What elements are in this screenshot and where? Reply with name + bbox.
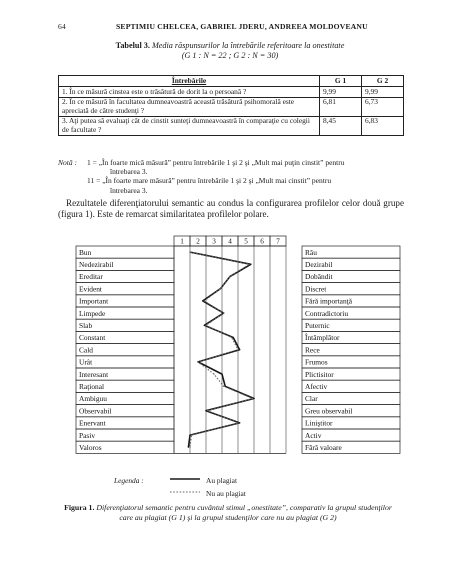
data-point [204,325,205,326]
figure-caption-label: Figura 1. [64,503,95,512]
left-pole-label: Cald [79,345,93,355]
scale-tick-label: 4 [228,237,232,246]
left-pole-label: Urât [79,357,93,367]
right-pole-label: Rece [305,345,320,355]
table-caption-subtitle: (G 1 : N = 22 ; G 2 : N = 30) [181,51,279,61]
left-pole-label: Nedezirabil [79,260,114,269]
data-point [205,410,206,411]
legend-label-dotted: Nu au plagiat [206,489,246,498]
question-cell: 3. Aţi putea să evaluaţi cât de cinstit sunteţi dumneavoastră în comparaţie cu colegii de facultate ? [59,116,320,135]
left-pole-label: Pasiv [79,430,96,440]
data-point [239,422,240,423]
scale-tick-label: 5 [244,237,248,246]
data-point [205,325,206,326]
left-pole-label: Limpede [79,308,106,318]
left-pole-label: Slab [79,321,93,330]
left-pole-label: Interesant [79,369,109,379]
left-pole-label: Raţional [79,382,105,391]
data-point [204,300,205,301]
scale-tick-label: 2 [196,237,200,246]
right-pole-label: Clar [305,394,318,404]
note-line-2: 11 = „În foarte mare măsură” pentru întrebările 1 şi 2 şi „Mult mai cinstit” pentru [87,176,332,186]
table-caption-label: Tabelul 3. [115,41,150,50]
data-point [229,276,230,277]
note-label: Notă : [58,158,77,167]
g2-cell: 9,99 [362,87,404,98]
page-number: 64 [58,22,66,31]
left-pole-label: Evident [79,284,102,294]
data-point [213,374,214,375]
right-pole-label: Afectiv [305,382,328,391]
body-paragraph: Rezultatele diferenţiatorului semantic au condus la configurarea profilelor celor două grupe (figura 1). Este de remarcat similaritatea profilelor polare. [58,198,404,220]
right-pole-label: Întâmplător [305,333,340,343]
data-point [253,398,254,399]
right-pole-label: Puternic [305,321,330,330]
data-point [239,349,240,350]
right-pole-label: Fără valoare [305,443,342,452]
question-cell: 1. În ce măsură cinstea este o trăsătură de dorit la o persoană ? [59,87,320,98]
left-pole-label: Ambiguu [79,394,107,404]
right-pole-label: Rău [305,247,317,257]
note-line-1: 1 = „În foarte mică măsură” pentru întrebările 1 şi 2 şi „Mult mai puţin cinstit” pentru [87,158,345,167]
data-point [220,288,221,289]
right-pole-label: Contradictoriu [305,308,349,318]
legend-title: Legenda : [114,476,144,485]
series-line-not-plagiarized [190,252,252,447]
g1-cell: 8,45 [320,116,362,135]
data-point [188,447,189,448]
right-pole-label: Dobândit [305,272,333,282]
data-point [237,349,238,350]
data-point [223,386,224,387]
data-point [197,361,198,362]
left-pole-label: Bun [79,247,92,257]
g2-cell: 6,83 [362,116,404,135]
question-cell: 2. În ce măsură în facultatea dumneavoastră această trăsătură psihomorală este apreciată de către studenţi ? [59,97,320,116]
left-pole-label: Enervant [79,418,106,428]
note-line-2b: întrebarea 3. [110,185,148,195]
g2-cell: 6,73 [362,97,404,116]
right-pole-label: Plictisitor [305,369,334,379]
right-pole-label: Dezirabil [305,260,333,269]
data-point [191,435,192,436]
left-pole-label: Constant [79,333,106,343]
data-point [223,313,224,314]
data-point [189,252,190,253]
right-pole-label: Discret [305,284,327,294]
data-point [250,264,251,265]
figure-caption [63,503,393,522]
scale-tick-label: 6 [260,237,264,246]
left-pole-label: Observabil [79,406,112,416]
series-line-plagiarized [188,252,254,447]
left-pole-label: Important [79,296,109,306]
right-pole-label: Fără importanţă [305,296,352,306]
data-point [189,447,190,448]
legend-label-solid: Au plagiat [206,476,237,485]
right-pole-label: Greu observabil [305,406,353,416]
running-authors: SEPTIMIU CHELCEA, GABRIEL JDERU, ANDREEA MOLDOVEANU [116,22,368,31]
data-point [207,410,208,411]
figure-caption-text: Diferenţiatorul semantic pentru cuvântul stimul „onestitate”, comparativ la grupul studenţilor care au plagiat (G 1) şi la grupul studenţilor care nu au plagiat (G 2) [96,503,392,522]
scale-tick-label: 7 [276,237,280,246]
scale-tick-label: 3 [212,237,216,246]
note-line-1b: întrebarea 3. [110,167,148,177]
right-pole-label: Frumos [305,357,328,367]
data-point [231,337,232,338]
data-point [252,398,253,399]
table-caption-title: Media răspunsurilor la întrebările referitoare la onestitate [151,41,345,50]
header-questions: Întrebările [59,76,320,87]
data-point [221,374,222,375]
data-point [202,300,203,301]
left-pole-label: Ereditar [79,272,103,282]
left-pole-label: Valoros [79,443,102,452]
scale-tick-label: 1 [180,237,184,246]
data-point [225,386,226,387]
data-point [249,264,250,265]
g1-cell: 9,99 [320,87,362,98]
right-pole-label: Activ [305,430,322,440]
data-point [189,435,190,436]
data-point [233,337,234,338]
data-point [237,422,238,423]
header-g2: G 2 [362,76,404,87]
header-g1: G 1 [320,76,362,87]
g1-cell: 6,81 [320,97,362,116]
right-pole-label: Liniştitor [305,418,333,428]
